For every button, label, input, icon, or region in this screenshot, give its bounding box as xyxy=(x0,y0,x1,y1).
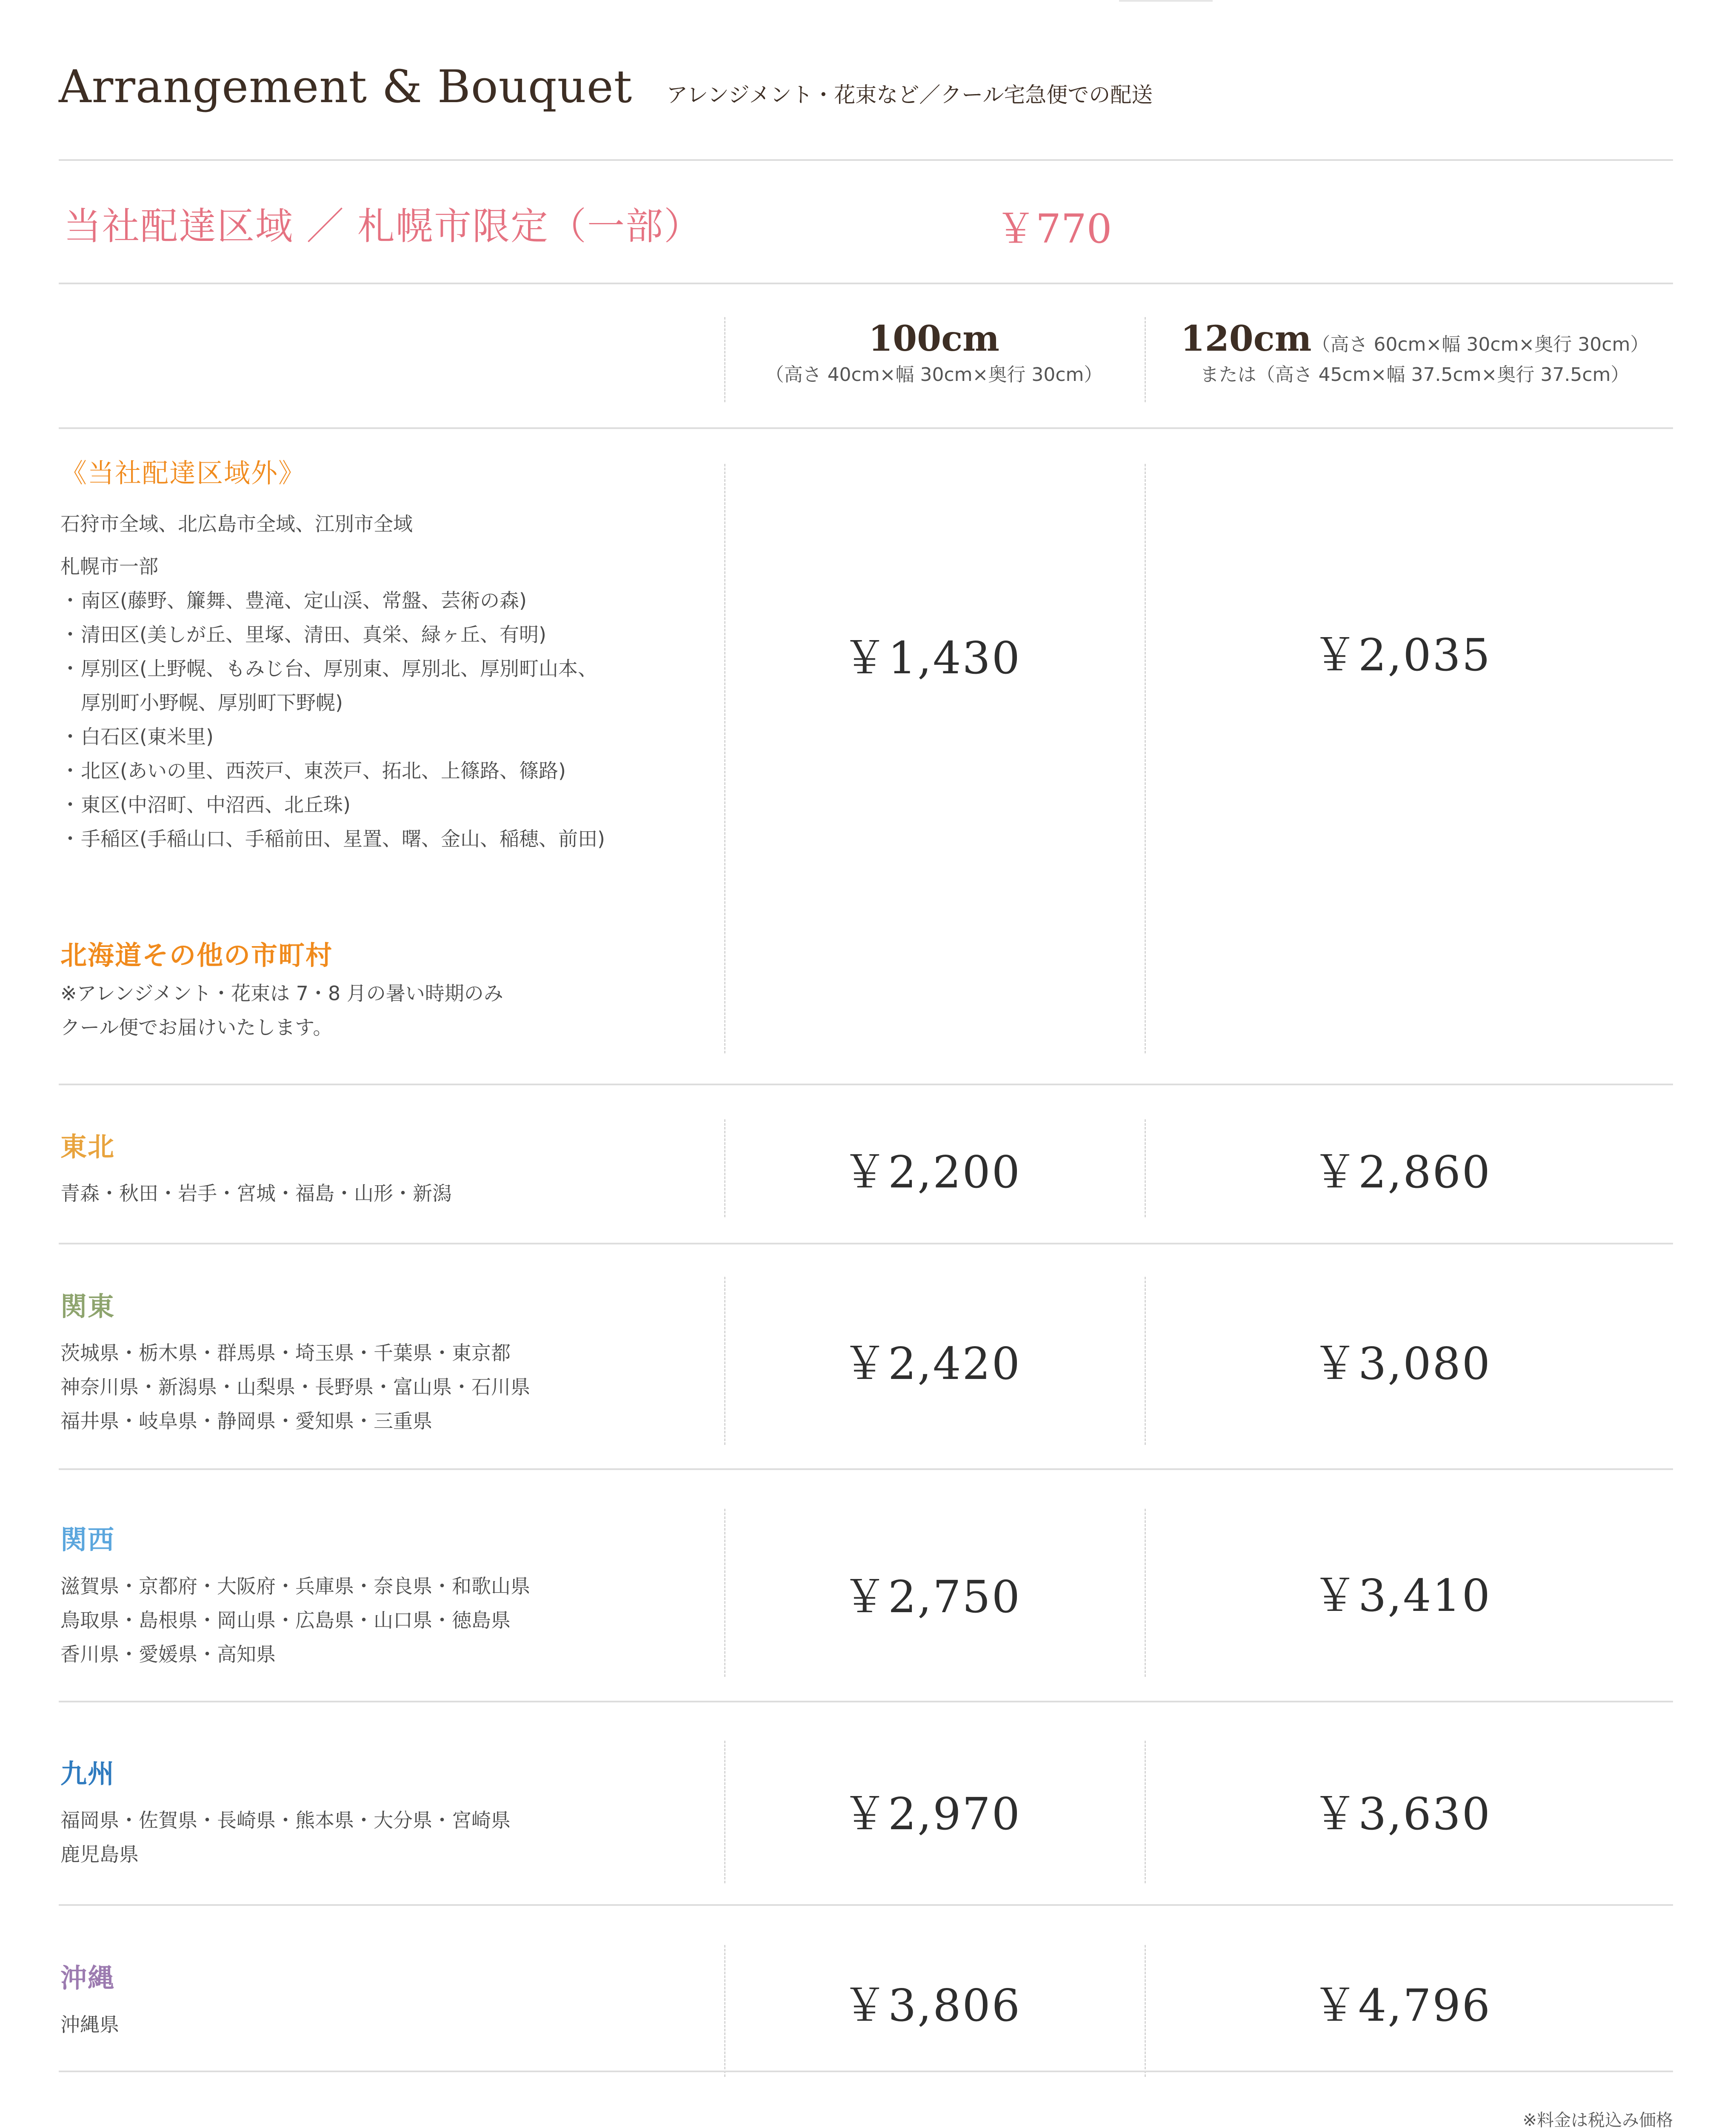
size-dimensions: （高さ 40cm×幅 30cm×奥行 30cm） xyxy=(765,364,1103,386)
region-title: 関東 xyxy=(60,1291,115,1322)
local-delivery-label: 当社配達区域 ／ 札幌市限定（一部） xyxy=(64,204,702,248)
divider xyxy=(59,1701,1673,1702)
price-kyushu-100cm: ￥2,970 xyxy=(842,1788,1021,1840)
column-divider xyxy=(1145,317,1146,402)
divider xyxy=(59,427,1673,429)
price-tohoku-120cm: ￥2,860 xyxy=(1313,1146,1491,1198)
outside-area-section xyxy=(60,452,605,856)
outside-area-title: 《当社配達区域外》 xyxy=(60,458,306,489)
ward-item xyxy=(60,822,605,856)
bullet: ・ xyxy=(60,759,80,782)
price-kansai-120cm: ￥3,410 xyxy=(1313,1570,1491,1622)
column-divider xyxy=(1145,1119,1146,1217)
ward-item xyxy=(60,618,605,652)
region-kanto xyxy=(60,1285,530,1438)
price-outside-100cm: ￥1,430 xyxy=(842,632,1021,684)
divider xyxy=(59,1468,1673,1470)
price-okinawa-120cm: ￥4,796 xyxy=(1313,1979,1491,2031)
region-prefectures: 香川県・愛媛県・高知県 xyxy=(60,1643,276,1666)
divider xyxy=(59,1243,1673,1244)
ward-item-continuation: 厚別町小野幌、厚別町下野幌) xyxy=(81,691,343,714)
region-prefectures: 茨城県・栃木県・群馬県・埼玉県・千葉県・東京都 xyxy=(60,1341,511,1364)
ward-text: 清田区(美しが丘、里塚、清田、真栄、緑ヶ丘、有明) xyxy=(81,623,546,646)
ward-text: 厚別区(上野幌、もみじ台、厚別東、厚別北、厚別町山本、 xyxy=(81,657,597,680)
column-divider xyxy=(1145,1945,1146,2077)
region-prefectures: 福井県・岐阜県・静岡県・愛知県・三重県 xyxy=(60,1410,432,1433)
region-prefectures: 青森・秋田・岩手・宮城・福島・山形・新潟 xyxy=(60,1182,452,1205)
top-tab-marker xyxy=(1119,0,1213,2)
column-divider xyxy=(1145,1741,1146,1883)
local-delivery-price: ￥770 xyxy=(996,206,1112,252)
ward-text: 東区(中沼町、中沼西、北丘珠) xyxy=(81,793,351,816)
ward-item xyxy=(60,652,605,686)
ward-item xyxy=(60,788,605,822)
column-divider xyxy=(1145,464,1146,1053)
column-divider xyxy=(1145,1277,1146,1445)
region-title: 沖縄 xyxy=(60,1962,115,1994)
column-header-100cm xyxy=(732,318,1136,386)
ward-text: 白石区(東米里) xyxy=(81,725,214,748)
price-okinawa-100cm: ￥3,806 xyxy=(842,1979,1021,2031)
size-label xyxy=(1149,318,1681,359)
size-dimensions: （高さ 60cm×幅 30cm×奥行 30cm） xyxy=(1311,334,1649,355)
price-outside-120cm: ￥2,035 xyxy=(1313,629,1491,681)
ward-text: 南区(藤野、簾舞、豊滝、定山渓、常盤、芸術の森) xyxy=(81,589,527,612)
divider xyxy=(59,2071,1673,2072)
price-kansai-100cm: ￥2,750 xyxy=(842,1571,1021,1623)
divider xyxy=(59,283,1673,284)
divider xyxy=(59,1904,1673,1906)
bullet: ・ xyxy=(60,589,80,612)
bullet: ・ xyxy=(60,657,80,680)
page-title: Arrangement & Bouquet xyxy=(59,60,633,113)
region-prefectures: 鳥取県・島根県・岡山県・広島県・山口県・徳島県 xyxy=(60,1609,511,1632)
page-subtitle: アレンジメント・花束など／クール宅急便での配送 xyxy=(666,83,1153,107)
region-prefectures: 滋賀県・京都府・大阪府・兵庫県・奈良県・和歌山県 xyxy=(60,1575,530,1598)
region-okinawa xyxy=(60,1957,119,2042)
size-dimensions-alt: または（高さ 45cm×幅 37.5cm×奥行 37.5cm） xyxy=(1200,364,1630,386)
tax-footnote: ※料金は税込み価格 xyxy=(1522,2111,1673,2128)
column-divider xyxy=(724,464,725,1053)
page-header xyxy=(59,60,1153,113)
price-kyushu-120cm: ￥3,630 xyxy=(1313,1788,1491,1840)
column-header-120cm xyxy=(1149,318,1681,386)
hokkaido-other-title: 北海道その他の市町村 xyxy=(60,940,333,971)
ward-item xyxy=(60,720,605,754)
bullet: ・ xyxy=(60,623,80,646)
ward-text: 手稲区(手稲山口、手稲前田、星置、曙、金山、稲穂、前田) xyxy=(81,827,605,850)
region-prefectures: 鹿児島県 xyxy=(60,1843,139,1866)
region-title: 関西 xyxy=(60,1524,115,1555)
bullet: ・ xyxy=(60,793,80,816)
ward-item xyxy=(60,583,605,618)
column-divider xyxy=(1145,1509,1146,1677)
price-kanto-100cm: ￥2,420 xyxy=(842,1338,1021,1390)
hokkaido-other-section xyxy=(60,934,503,1044)
size-value: 120cm xyxy=(1180,318,1312,359)
divider xyxy=(59,1084,1673,1085)
region-title: 九州 xyxy=(60,1758,115,1789)
region-prefectures: 神奈川県・新潟県・山梨県・長野県・富山県・石川県 xyxy=(60,1376,530,1399)
region-prefectures: 沖縄県 xyxy=(60,2013,119,2036)
column-divider xyxy=(724,317,725,402)
hokkaido-note: ※アレンジメント・花束は 7・8 月の暑い時期のみ xyxy=(60,982,503,1005)
hokkaido-note: クール便でお届けいたします。 xyxy=(60,1016,333,1039)
region-title: 東北 xyxy=(60,1131,115,1162)
bullet: ・ xyxy=(60,725,80,748)
region-kansai xyxy=(60,1519,530,1671)
price-tohoku-100cm: ￥2,200 xyxy=(842,1146,1021,1198)
region-prefectures: 福岡県・佐賀県・長崎県・熊本県・大分県・宮崎県 xyxy=(60,1809,511,1832)
bullet: ・ xyxy=(60,827,80,850)
sapporo-part-label: 札幌市一部 xyxy=(60,555,158,578)
divider xyxy=(59,159,1673,161)
outside-area-cities: 石狩市全域、北広島市全域、江別市全域 xyxy=(60,512,413,535)
ward-item xyxy=(60,754,605,788)
region-tohoku xyxy=(60,1126,452,1210)
price-kanto-120cm: ￥3,080 xyxy=(1313,1338,1491,1390)
region-kyushu xyxy=(60,1753,511,1871)
size-label: 100cm xyxy=(868,318,999,359)
local-delivery-row xyxy=(64,197,1112,252)
ward-text: 北区(あいの里、西茨戸、東茨戸、拓北、上篠路、篠路) xyxy=(81,759,566,782)
